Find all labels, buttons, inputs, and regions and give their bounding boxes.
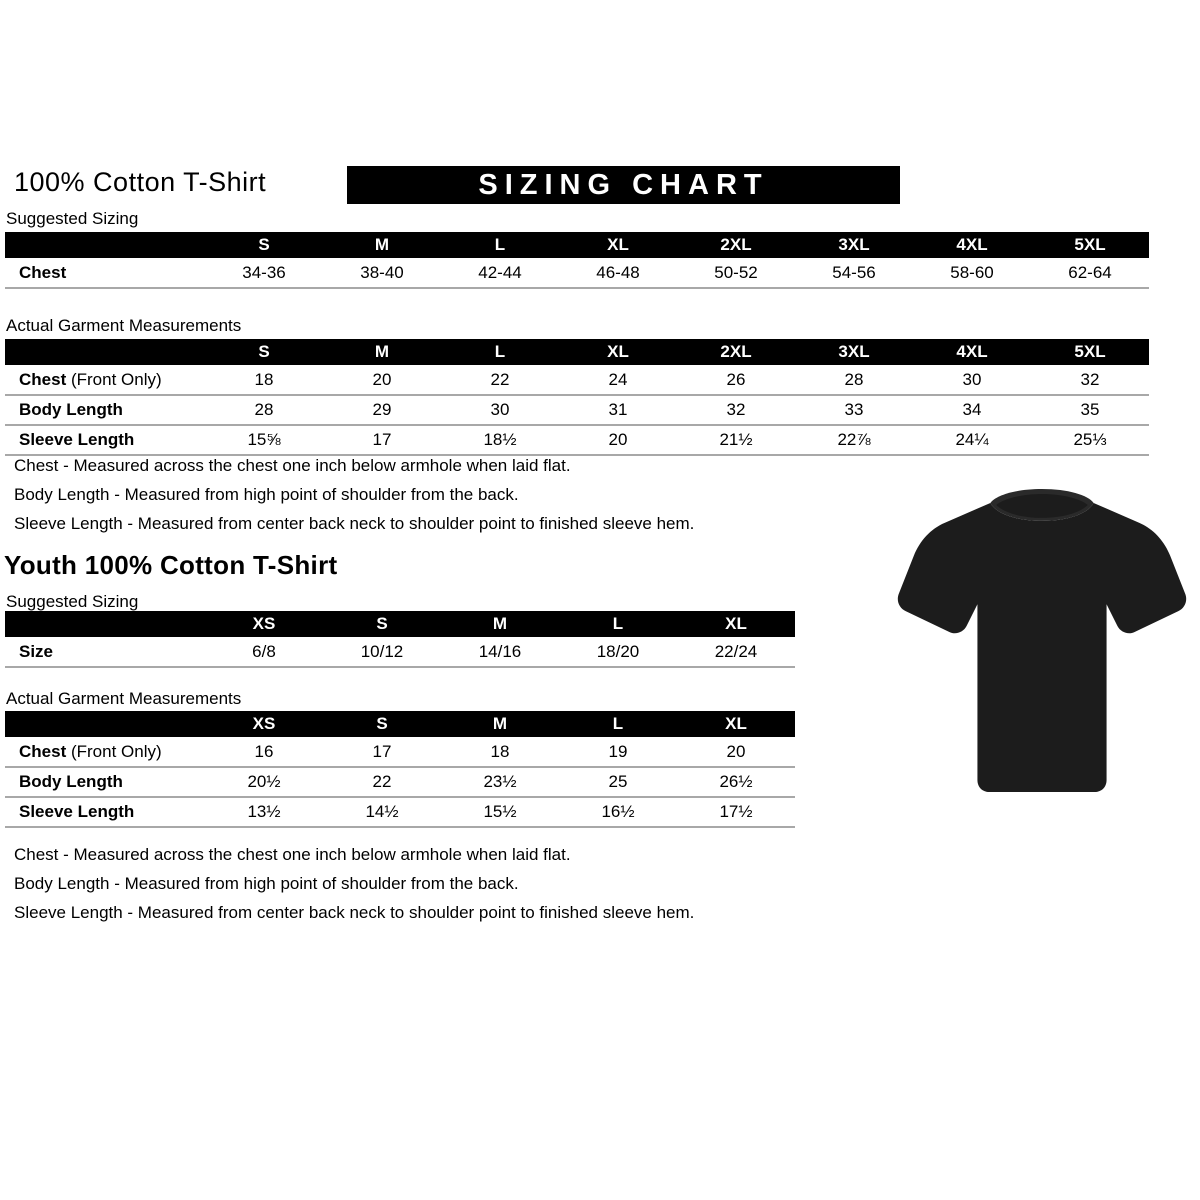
size-column-header: S: [205, 339, 323, 365]
size-column-header: L: [441, 232, 559, 258]
adult-section-title: 100% Cotton T-Shirt: [14, 167, 267, 197]
table-row: [5, 425, 1149, 455]
adult-suggested-sizing-label: Suggested Sizing: [6, 209, 139, 228]
cell: 22: [441, 365, 559, 395]
cell: 35: [1031, 395, 1149, 425]
cell: 22/24: [677, 637, 795, 667]
size-column-header: XL: [559, 232, 677, 258]
row-label-cell: [5, 365, 205, 395]
table-header-row: [5, 711, 795, 737]
size-column-header: L: [441, 339, 559, 365]
youth-suggested-sizing-table: [5, 611, 795, 668]
cell: 18/20: [559, 637, 677, 667]
note-line: Chest - Measured across the chest one inch below armhole when laid flat.: [14, 456, 571, 475]
cell: 18½: [441, 425, 559, 455]
row-label-cell: [5, 395, 205, 425]
cell: 17: [323, 425, 441, 455]
cell: 50-52: [677, 258, 795, 288]
cell: 23½: [441, 767, 559, 797]
table-header-row: [5, 339, 1149, 365]
row-label: Body Length: [19, 400, 123, 419]
note-line: Body Length - Measured from high point of shoulder from the back.: [14, 485, 519, 504]
row-label: Chest: [19, 741, 67, 761]
empty-header-cell: [5, 232, 205, 258]
size-column-header: 3XL: [795, 339, 913, 365]
cell: 10/12: [323, 637, 441, 667]
cell: 34: [913, 395, 1031, 425]
table-row: [5, 365, 1149, 395]
empty-header-cell: [5, 711, 205, 737]
cell: 31: [559, 395, 677, 425]
cell: 15⅝: [205, 425, 323, 455]
cell: 14/16: [441, 637, 559, 667]
size-column-header: M: [323, 339, 441, 365]
cell: 30: [913, 365, 1031, 395]
row-label: Body Length: [19, 772, 123, 791]
tshirt-image: [893, 476, 1191, 816]
adult-suggested-sizing-table: [5, 232, 1149, 289]
cell: 54-56: [795, 258, 913, 288]
table-row: [5, 767, 795, 797]
row-label: Sleeve Length: [19, 430, 135, 449]
row-label-cell: [5, 767, 205, 797]
cell: 25⅓: [1031, 425, 1149, 455]
size-column-header: 5XL: [1031, 339, 1149, 365]
cell: 32: [1031, 365, 1149, 395]
size-column-header: 2XL: [677, 232, 795, 258]
cell: 20: [559, 425, 677, 455]
note-line: Sleeve Length - Measured from center back neck to shoulder point to finished sleeve hem.: [14, 514, 695, 533]
cell: 6/8: [205, 637, 323, 667]
adult-measurement-notes: [14, 456, 694, 543]
row-label-suffix: (Front Only): [66, 741, 162, 761]
table-row: [5, 258, 1149, 288]
youth-actual-measurements-table: [5, 711, 795, 828]
cell: 34-36: [205, 258, 323, 288]
cell: 22: [323, 767, 441, 797]
cell: 26: [677, 365, 795, 395]
size-column-header: 4XL: [913, 339, 1031, 365]
row-label-cell: [5, 637, 205, 667]
size-column-header: M: [441, 711, 559, 737]
cell: 42-44: [441, 258, 559, 288]
size-column-header: M: [441, 611, 559, 637]
cell: 26½: [677, 767, 795, 797]
note-line: Sleeve Length - Measured from center back neck to shoulder point to finished sleeve hem.: [14, 903, 695, 922]
adult-actual-measurements-table: [5, 339, 1149, 456]
youth-measurement-notes: [14, 845, 694, 932]
size-column-header: S: [323, 711, 441, 737]
table-row: [5, 797, 795, 827]
note-line: Chest - Measured across the chest one inch below armhole when laid flat.: [14, 845, 571, 864]
size-column-header: M: [323, 232, 441, 258]
size-column-header: XS: [205, 711, 323, 737]
cell: 14½: [323, 797, 441, 827]
cell: 15½: [441, 797, 559, 827]
cell: 29: [323, 395, 441, 425]
youth-actual-measurements-label: Actual Garment Measurements: [6, 689, 242, 708]
table-row: [5, 395, 1149, 425]
tshirt-graphic: [893, 476, 1191, 816]
table-row: [5, 637, 795, 667]
cell: 16½: [559, 797, 677, 827]
cell: 20: [323, 365, 441, 395]
cell: 62-64: [1031, 258, 1149, 288]
row-label: Chest: [19, 262, 67, 282]
size-column-header: XL: [559, 339, 677, 365]
cell: 18: [205, 365, 323, 395]
youth-section-title: Youth 100% Cotton T-Shirt: [4, 550, 338, 580]
row-label-cell: [5, 425, 205, 455]
table-row: [5, 737, 795, 767]
cell: 21½: [677, 425, 795, 455]
note-line: Body Length - Measured from high point of shoulder from the back.: [14, 874, 519, 893]
cell: 16: [205, 737, 323, 767]
size-column-header: L: [559, 611, 677, 637]
table-header-row: [5, 611, 795, 637]
cell: 24¼: [913, 425, 1031, 455]
cell: 18: [441, 737, 559, 767]
size-column-header: S: [205, 232, 323, 258]
size-column-header: XL: [677, 711, 795, 737]
adult-actual-measurements-label: Actual Garment Measurements: [6, 316, 242, 335]
cell: 20½: [205, 767, 323, 797]
size-column-header: S: [323, 611, 441, 637]
row-label-cell: [5, 737, 205, 767]
empty-header-cell: [5, 339, 205, 365]
cell: 17½: [677, 797, 795, 827]
cell: 28: [205, 395, 323, 425]
cell: 24: [559, 365, 677, 395]
size-column-header: 3XL: [795, 232, 913, 258]
row-label-suffix: (Front Only): [66, 369, 162, 389]
size-column-header: 4XL: [913, 232, 1031, 258]
row-label-cell: [5, 797, 205, 827]
row-label: Sleeve Length: [19, 802, 135, 821]
size-column-header: XS: [205, 611, 323, 637]
youth-suggested-sizing-label: Suggested Sizing: [6, 592, 139, 611]
cell: 33: [795, 395, 913, 425]
cell: 17: [323, 737, 441, 767]
cell: 46-48: [559, 258, 677, 288]
sizing-chart-banner: SIZING CHART: [347, 166, 900, 204]
cell: 19: [559, 737, 677, 767]
cell: 22⅞: [795, 425, 913, 455]
row-label: Size: [19, 641, 54, 661]
cell: 30: [441, 395, 559, 425]
cell: 13½: [205, 797, 323, 827]
size-column-header: 2XL: [677, 339, 795, 365]
cell: 20: [677, 737, 795, 767]
row-label: Chest: [19, 369, 67, 389]
size-column-header: 5XL: [1031, 232, 1149, 258]
empty-header-cell: [5, 611, 205, 637]
size-column-header: L: [559, 711, 677, 737]
cell: 58-60: [913, 258, 1031, 288]
size-column-header: XL: [677, 611, 795, 637]
table-header-row: [5, 232, 1149, 258]
cell: 28: [795, 365, 913, 395]
row-label-cell: [5, 258, 205, 288]
cell: 32: [677, 395, 795, 425]
cell: 38-40: [323, 258, 441, 288]
cell: 25: [559, 767, 677, 797]
